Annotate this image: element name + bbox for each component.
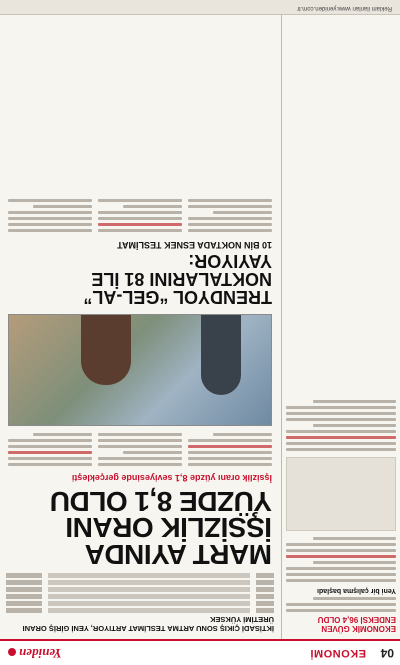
second-headline: TRENDYOL “GEL-AL” NOKTALARINI 81 İLE YAYIYOR: <box>83 250 272 307</box>
text-line <box>8 199 92 202</box>
text-line <box>8 229 92 232</box>
text-line <box>33 433 92 436</box>
text-line <box>286 609 396 612</box>
section-name: EKONOMİ <box>309 647 366 659</box>
text-line <box>313 424 396 427</box>
highlight-line <box>98 223 182 226</box>
text-line <box>188 457 272 460</box>
text-line <box>8 445 92 448</box>
text-line <box>98 433 182 436</box>
text-line <box>188 217 272 220</box>
text-line <box>8 457 92 460</box>
text-line <box>98 211 182 214</box>
photo-figure <box>81 315 131 385</box>
left-kicker: EKONOMİK GÜVEN ENDEKSİ 96,4 OLDU <box>317 614 396 633</box>
text-line <box>8 223 92 226</box>
second-article-columns <box>8 196 272 235</box>
text-line <box>286 430 396 433</box>
page-footer <box>0 0 400 15</box>
text-line <box>286 448 396 451</box>
logo-dot-icon <box>8 648 16 656</box>
main-headline: MART AYINDA İŞSİZLİK ORANI YÜZDE 8,1 OLDU <box>50 485 272 570</box>
table-row <box>6 608 274 613</box>
highlight-line <box>286 555 396 558</box>
text-line <box>98 229 182 232</box>
strip-title: İKTİSADİ ÇIKIŞ SONU ARTMA TESLİMAT ARTIYOR, YENİ GİRİŞ ORANI ÜRETİMİ YÜKSEK <box>22 615 274 633</box>
text-line <box>123 205 182 208</box>
text-line <box>98 439 182 442</box>
text-line <box>98 445 182 448</box>
text-line <box>286 567 396 570</box>
text-line <box>286 418 396 421</box>
article-col <box>8 196 92 235</box>
text-line <box>286 442 396 445</box>
text-line <box>188 205 272 208</box>
table-row <box>6 601 274 606</box>
text-line <box>286 412 396 415</box>
text-line <box>313 597 396 600</box>
text-line <box>98 457 182 460</box>
footer-text: Reklam ilanları www.yeniden.com.tr <box>296 5 392 11</box>
brand-logo: Yeniden <box>8 645 62 661</box>
left-item-title: Yeni bir çalışma başladı <box>317 586 396 594</box>
text-line <box>313 561 396 564</box>
text-line <box>8 463 92 466</box>
text-line <box>98 199 182 202</box>
text-line <box>286 549 396 552</box>
text-line <box>33 205 92 208</box>
table-row <box>6 594 274 599</box>
text-line <box>188 439 272 442</box>
text-line <box>188 451 272 454</box>
article-photo <box>8 314 272 426</box>
text-line <box>8 217 92 220</box>
text-line <box>213 211 272 214</box>
text-line <box>188 229 272 232</box>
text-line <box>286 579 396 582</box>
text-line <box>286 543 396 546</box>
photo-figure <box>201 315 241 395</box>
article-columns <box>8 430 272 469</box>
data-table <box>6 573 274 613</box>
text-line <box>98 217 182 220</box>
text-line <box>123 451 182 454</box>
text-line <box>286 406 396 409</box>
text-line <box>313 400 396 403</box>
left-body <box>282 400 400 582</box>
text-line <box>8 439 92 442</box>
text-line <box>286 573 396 576</box>
left-column <box>281 0 400 639</box>
second-subhead: 10 BİN NOKTADA ESNEK TESLİMAT <box>117 239 272 250</box>
highlight-line <box>8 451 92 454</box>
highlight-line <box>286 436 396 439</box>
page-header <box>0 639 400 665</box>
text-line <box>98 463 182 466</box>
table-row <box>6 573 274 578</box>
article-col <box>98 430 182 469</box>
text-line <box>213 433 272 436</box>
text-line <box>188 199 272 202</box>
article-col <box>188 196 272 235</box>
text-line <box>188 463 272 466</box>
text-line <box>8 211 92 214</box>
text-line <box>188 223 272 226</box>
article-col <box>8 430 92 469</box>
main-subhead: İşsizlik oranı yüzde 8,1 seviyesinde gerçekleşti <box>71 473 272 484</box>
highlight-line <box>188 445 272 448</box>
page-number: 04 <box>380 646 394 660</box>
article-col <box>98 196 182 235</box>
article-col <box>188 430 272 469</box>
ad-box <box>286 457 396 531</box>
text-line <box>286 603 396 606</box>
table-row <box>6 580 274 585</box>
table-row <box>6 587 274 592</box>
text-line <box>313 537 396 540</box>
